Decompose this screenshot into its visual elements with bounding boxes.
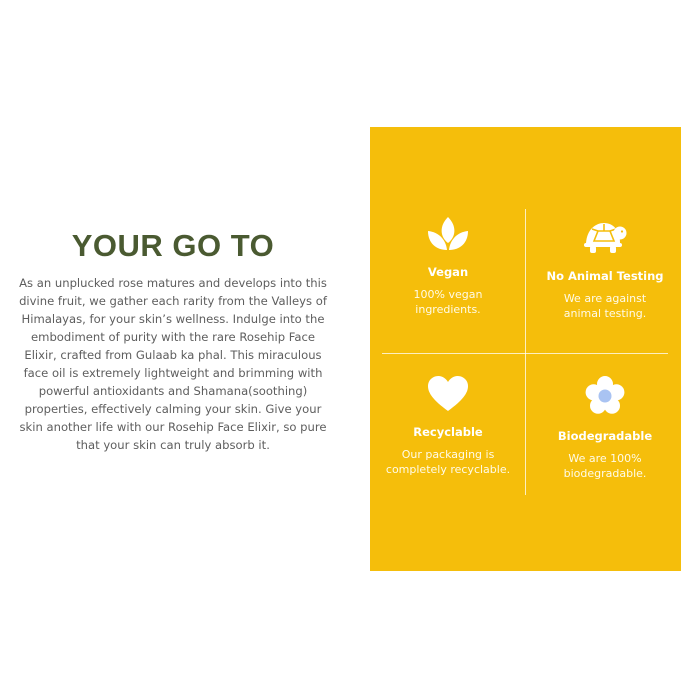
feature-description-line: completely recyclable. [385, 463, 511, 476]
description-line: that your skin can truly absorb it. [76, 438, 270, 452]
leaf-icon [426, 215, 470, 255]
description-line: properties, effectively calming your skin. Give your [24, 402, 322, 416]
description-line: divine fruit, we gather each rarity from the Valleys of [19, 294, 327, 308]
feature-vegan [373, 215, 523, 317]
page-title: YOUR GO TO [71, 228, 275, 263]
feature-description-line: 100% vegan [413, 288, 483, 301]
description-line: face oil is extremely lightweight and brimming with [23, 366, 323, 380]
feature-title: Biodegradable [557, 429, 653, 443]
flower-center [599, 390, 612, 403]
feature-description-line: Our packaging is [401, 448, 495, 461]
feature-description [530, 291, 680, 321]
feature-description-line: We are against [563, 292, 647, 305]
feature-description [373, 447, 523, 477]
description-line: powerful antioxidants and Shamana(soothing) [38, 384, 308, 398]
turtle-icon [582, 219, 628, 255]
feature-recyclable [373, 375, 523, 477]
features-panel [370, 127, 681, 571]
feature-description-line: ingredients. [415, 303, 481, 316]
description-line: skin another life with our Rosehip Face Elixir, so pure [19, 420, 327, 434]
feature-title: Vegan [427, 265, 469, 279]
description-line: embodiment of purity with the rare Rosehip Face [31, 330, 315, 344]
feature-no-animal-testing [530, 219, 680, 321]
description-text [5, 274, 341, 454]
description-line: Elixir, crafted from Gulaab ka phal. This miraculous [24, 348, 322, 362]
feature-description-line: biodegradable. [563, 467, 647, 480]
feature-title: Recyclable [413, 425, 483, 439]
feature-description-line: We are 100% [568, 452, 642, 465]
intro-section [0, 228, 346, 454]
description-line: Himalayas, for your skin’s wellness. Indulge into the [21, 312, 325, 326]
feature-description [530, 451, 680, 481]
feature-title: No Animal Testing [546, 269, 664, 283]
description-line: As an unplucked rose matures and develops into this [19, 276, 327, 290]
flower-icon [584, 375, 626, 417]
feature-description [373, 287, 523, 317]
heart-icon [427, 375, 469, 413]
feature-description-line: animal testing. [563, 307, 647, 320]
feature-biodegradable [530, 375, 680, 481]
vertical-divider [525, 209, 526, 495]
